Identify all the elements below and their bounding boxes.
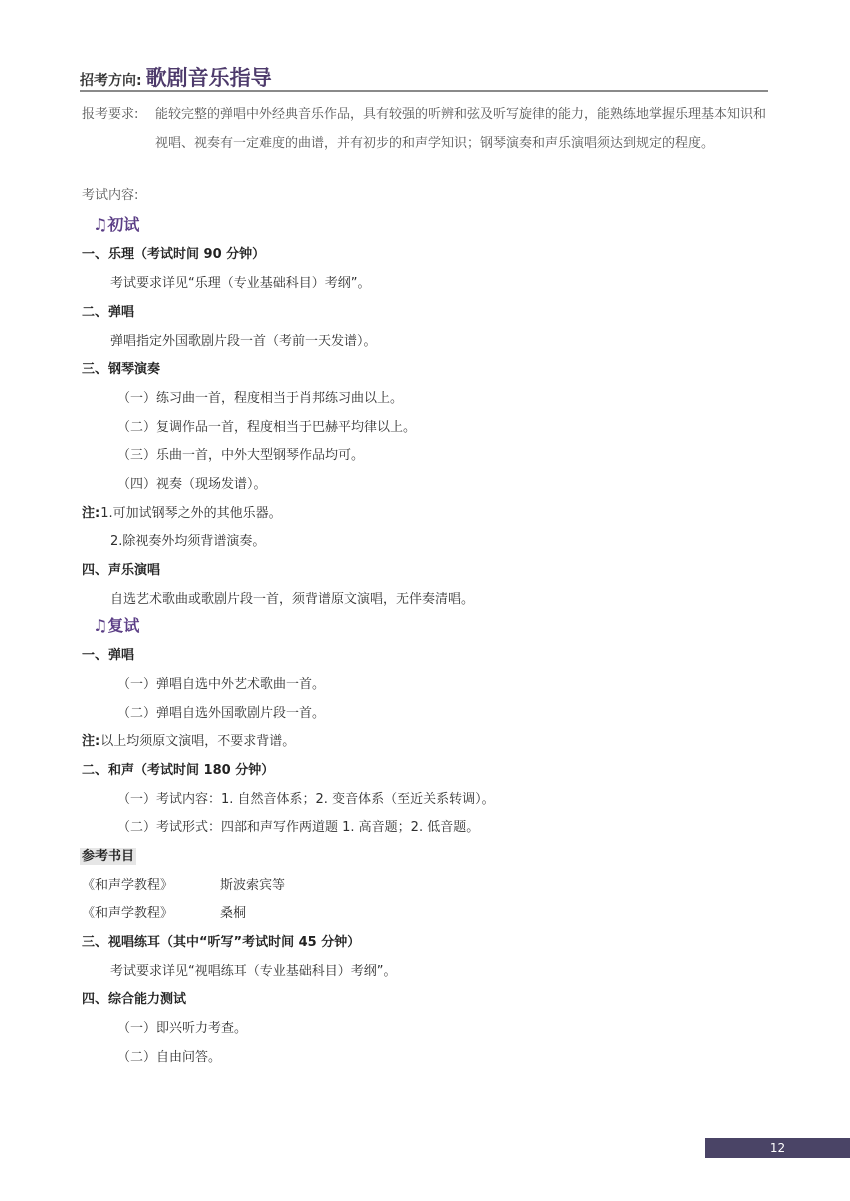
prelim-s3-item: （四）视奏（现场发谱）。 [117,477,267,492]
note-text: 以上均须原文演唱，不要求背谱。 [100,734,296,749]
retest-s4-item: （二）自由问答。 [117,1050,222,1065]
page-title: 歌剧音乐指导 [145,66,272,90]
retest-s4-item: （一）即兴听力考查。 [117,1021,248,1036]
prelim-s3-item: （一）练习曲一首，程度相当于肖邦练习曲以上。 [117,391,404,406]
note-line: 1.可加试钢琴之外的其他乐器。 [100,506,282,521]
header-divider [80,90,768,92]
prelim-s3-item: （三）乐曲一首，中外大型钢琴作品均可。 [117,448,365,463]
prelim-note [82,502,282,521]
retest-note [82,730,295,749]
prelim-s3-item: （二）复调作品一首，程度相当于巴赫平均律以上。 [117,420,417,435]
retest-s2-heading: 二、和声（考试时间 180 分钟） [82,763,275,778]
prelim-s1-heading: 一、乐理（考试时间 90 分钟） [82,247,266,262]
retest-s1-heading: 一、弹唱 [82,648,135,663]
retest-s2-item: （一）考试内容：1. 自然音体系；2. 变音体系（至近关系转调）。 [117,792,495,807]
retest-title: ♫复试 [93,616,140,635]
content-label: 考试内容: [82,188,139,203]
prelim-s2-text: 弹唱指定外国歌剧片段一首（考前一天发谱）。 [110,334,377,349]
note-label: 注: [82,734,101,749]
reference-author: 桑桐 [220,906,247,921]
reference-author: 斯波索宾等 [220,878,286,893]
page-header [80,62,272,92]
references-heading-label: 参考书目 [82,849,135,864]
retest-s3-text: 考试要求详见“视唱练耳（专业基础科目）考纲”。 [110,964,397,979]
retest-s2-item: （二）考试形式：四部和声写作两道题 1. 高音题；2. 低音题。 [117,820,480,835]
prelim-title: ♫初试 [93,215,140,234]
direction-label: 招考方向: [80,73,142,89]
prelim-s3-heading: 三、钢琴演奏 [82,362,161,377]
prelim-s4-heading: 四、声乐演唱 [82,563,161,578]
prelim-s2-heading: 二、弹唱 [82,305,135,320]
requirements-text: 能较完整的弹唱中外经典音乐作品，具有较强的听辨和弦及听写旋律的能力，能熟练地掌握乐理基本知识和视唱、视奏有一定难度的曲谱，并有初步的和声学知识；钢琴演奏和声乐演唱须达到规定的程度。 [155,107,767,151]
retest-s1-item: （一）弹唱自选中外艺术歌曲一首。 [117,677,326,692]
retest-s3-heading: 三、视唱练耳（其中“听写”考试时间 45 分钟） [82,935,361,950]
reference-book: 《和声学教程》 [82,906,174,921]
note-label: 注: [82,506,101,521]
prelim-s4-text: 自选艺术歌曲或歌剧片段一首，须背谱原文演唱，无伴奏清唱。 [110,592,475,607]
requirements-label: 报考要求: [82,107,139,122]
references-heading [80,845,136,864]
note-line: 2.除视奏外均须背谱演奏。 [110,534,266,549]
retest-s4-heading: 四、综合能力测试 [82,992,187,1007]
page-number: 12 [705,1138,850,1158]
prelim-s1-text: 考试要求详见“乐理（专业基础科目）考纲”。 [110,276,371,291]
reference-book: 《和声学教程》 [82,878,174,893]
retest-s1-item: （二）弹唱自选外国歌剧片段一首。 [117,706,326,721]
